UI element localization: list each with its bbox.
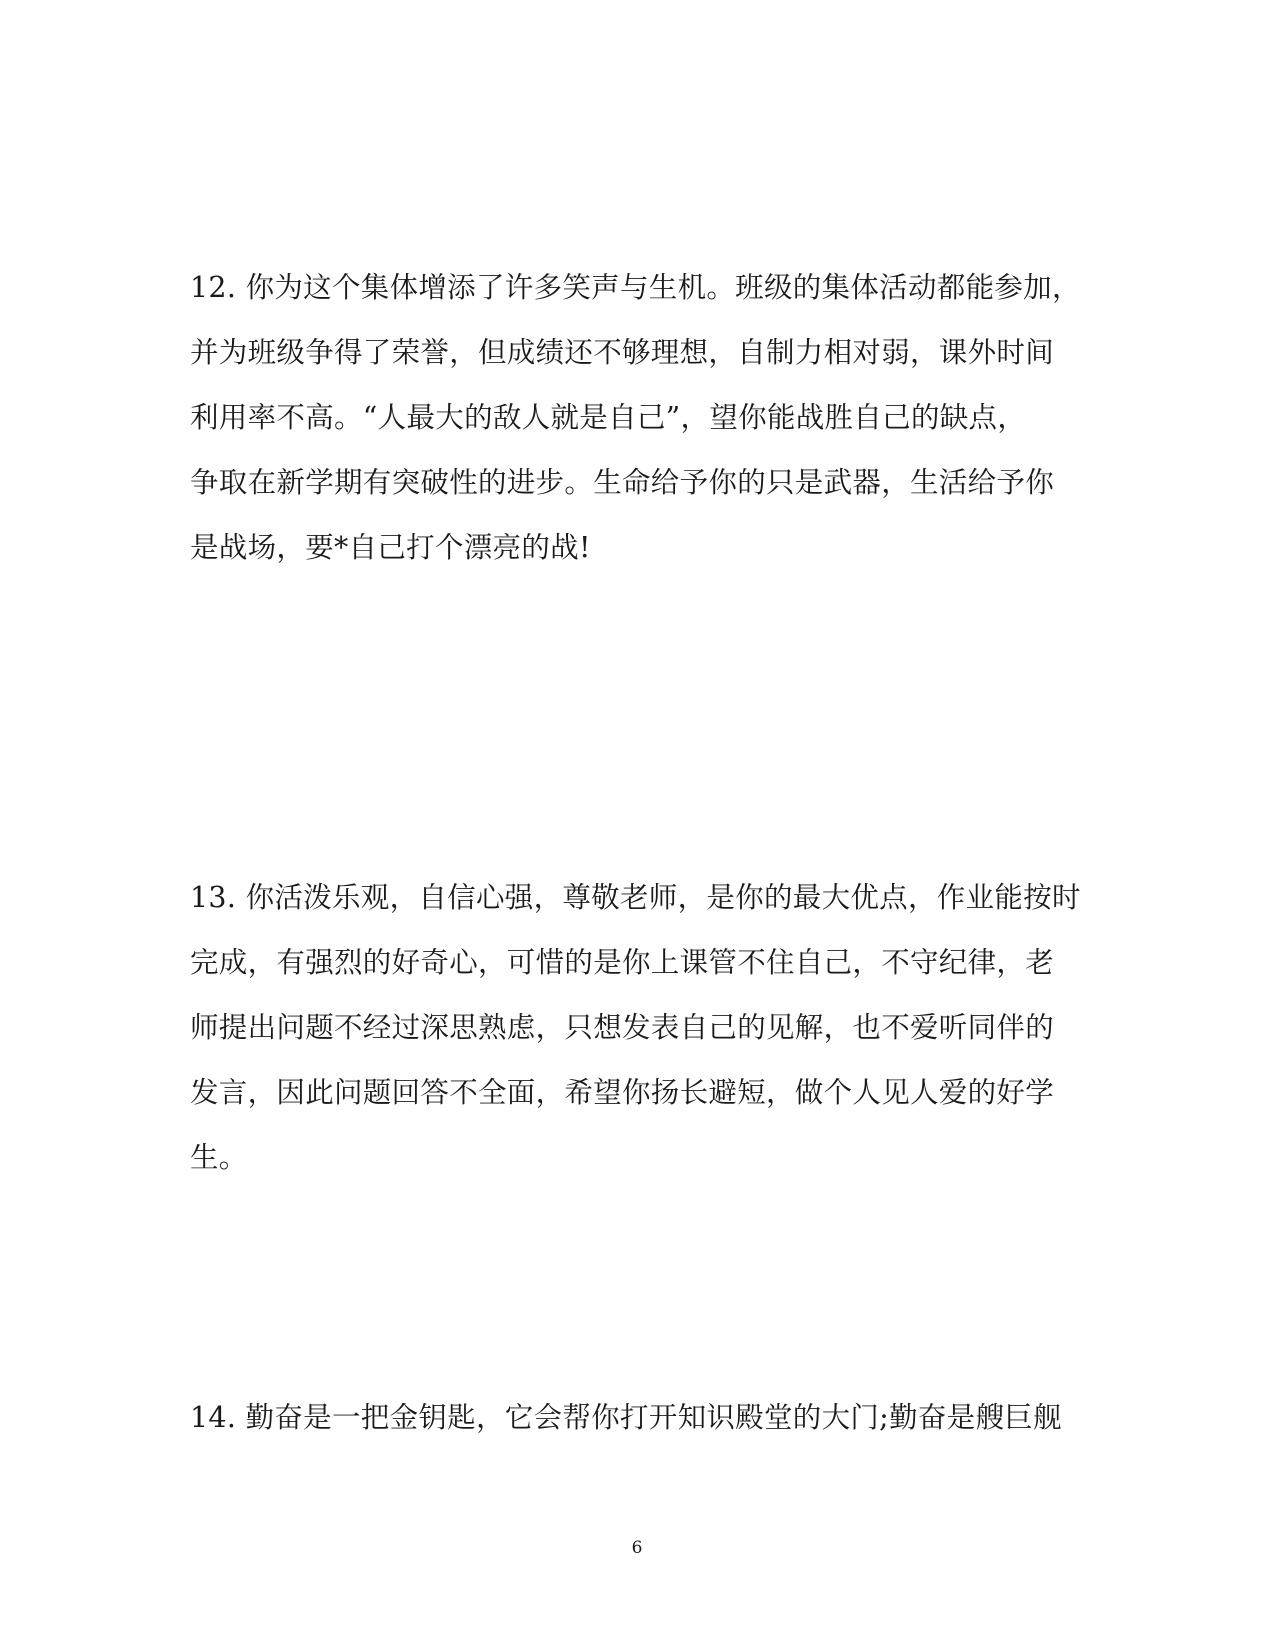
- paragraph-line: 是战场，要*自己打个漂亮的战!: [190, 531, 591, 564]
- paragraph-line: 13. 你活泼乐观，自信心强，尊敬老师，是你的最大优点，作业能按时: [190, 881, 1081, 914]
- paragraph-line: 争取在新学期有突破性的进步。生命给予你的只是武器，生活给予你: [190, 466, 1055, 499]
- paragraph-line: 师提出问题不经过深思熟虑，只想发表自己的见解，也不爱听同伴的: [190, 1011, 1055, 1044]
- paragraph-14: [190, 1385, 1090, 1450]
- paragraph-line: 利用率不高。“人最大的敌人就是自己”，望你能战胜自己的缺点，: [190, 401, 1027, 434]
- paragraph-line: 12. 你为这个集体增添了许多笑声与生机。班级的集体活动都能参加，: [190, 271, 1081, 304]
- paragraph-line: 生。: [190, 1141, 248, 1174]
- paragraph-line: 并为班级争得了荣誉，但成绩还不够理想，自制力相对弱，课外时间: [190, 336, 1055, 369]
- paragraph-12: [190, 255, 1090, 580]
- paragraph-13: [190, 865, 1090, 1190]
- paragraph-line: 发言，因此问题回答不全面，希望你扬长避短，做个人见人爱的好学: [190, 1076, 1055, 1109]
- paragraph-line: 完成，有强烈的好奇心，可惜的是你上课管不住自己，不守纪律，老: [190, 946, 1055, 979]
- page-number: 6: [631, 1538, 643, 1558]
- paragraph-line: 14. 勤奋是一把金钥匙，它会帮你打开知识殿堂的大门;勤奋是艘巨舰: [190, 1401, 1062, 1434]
